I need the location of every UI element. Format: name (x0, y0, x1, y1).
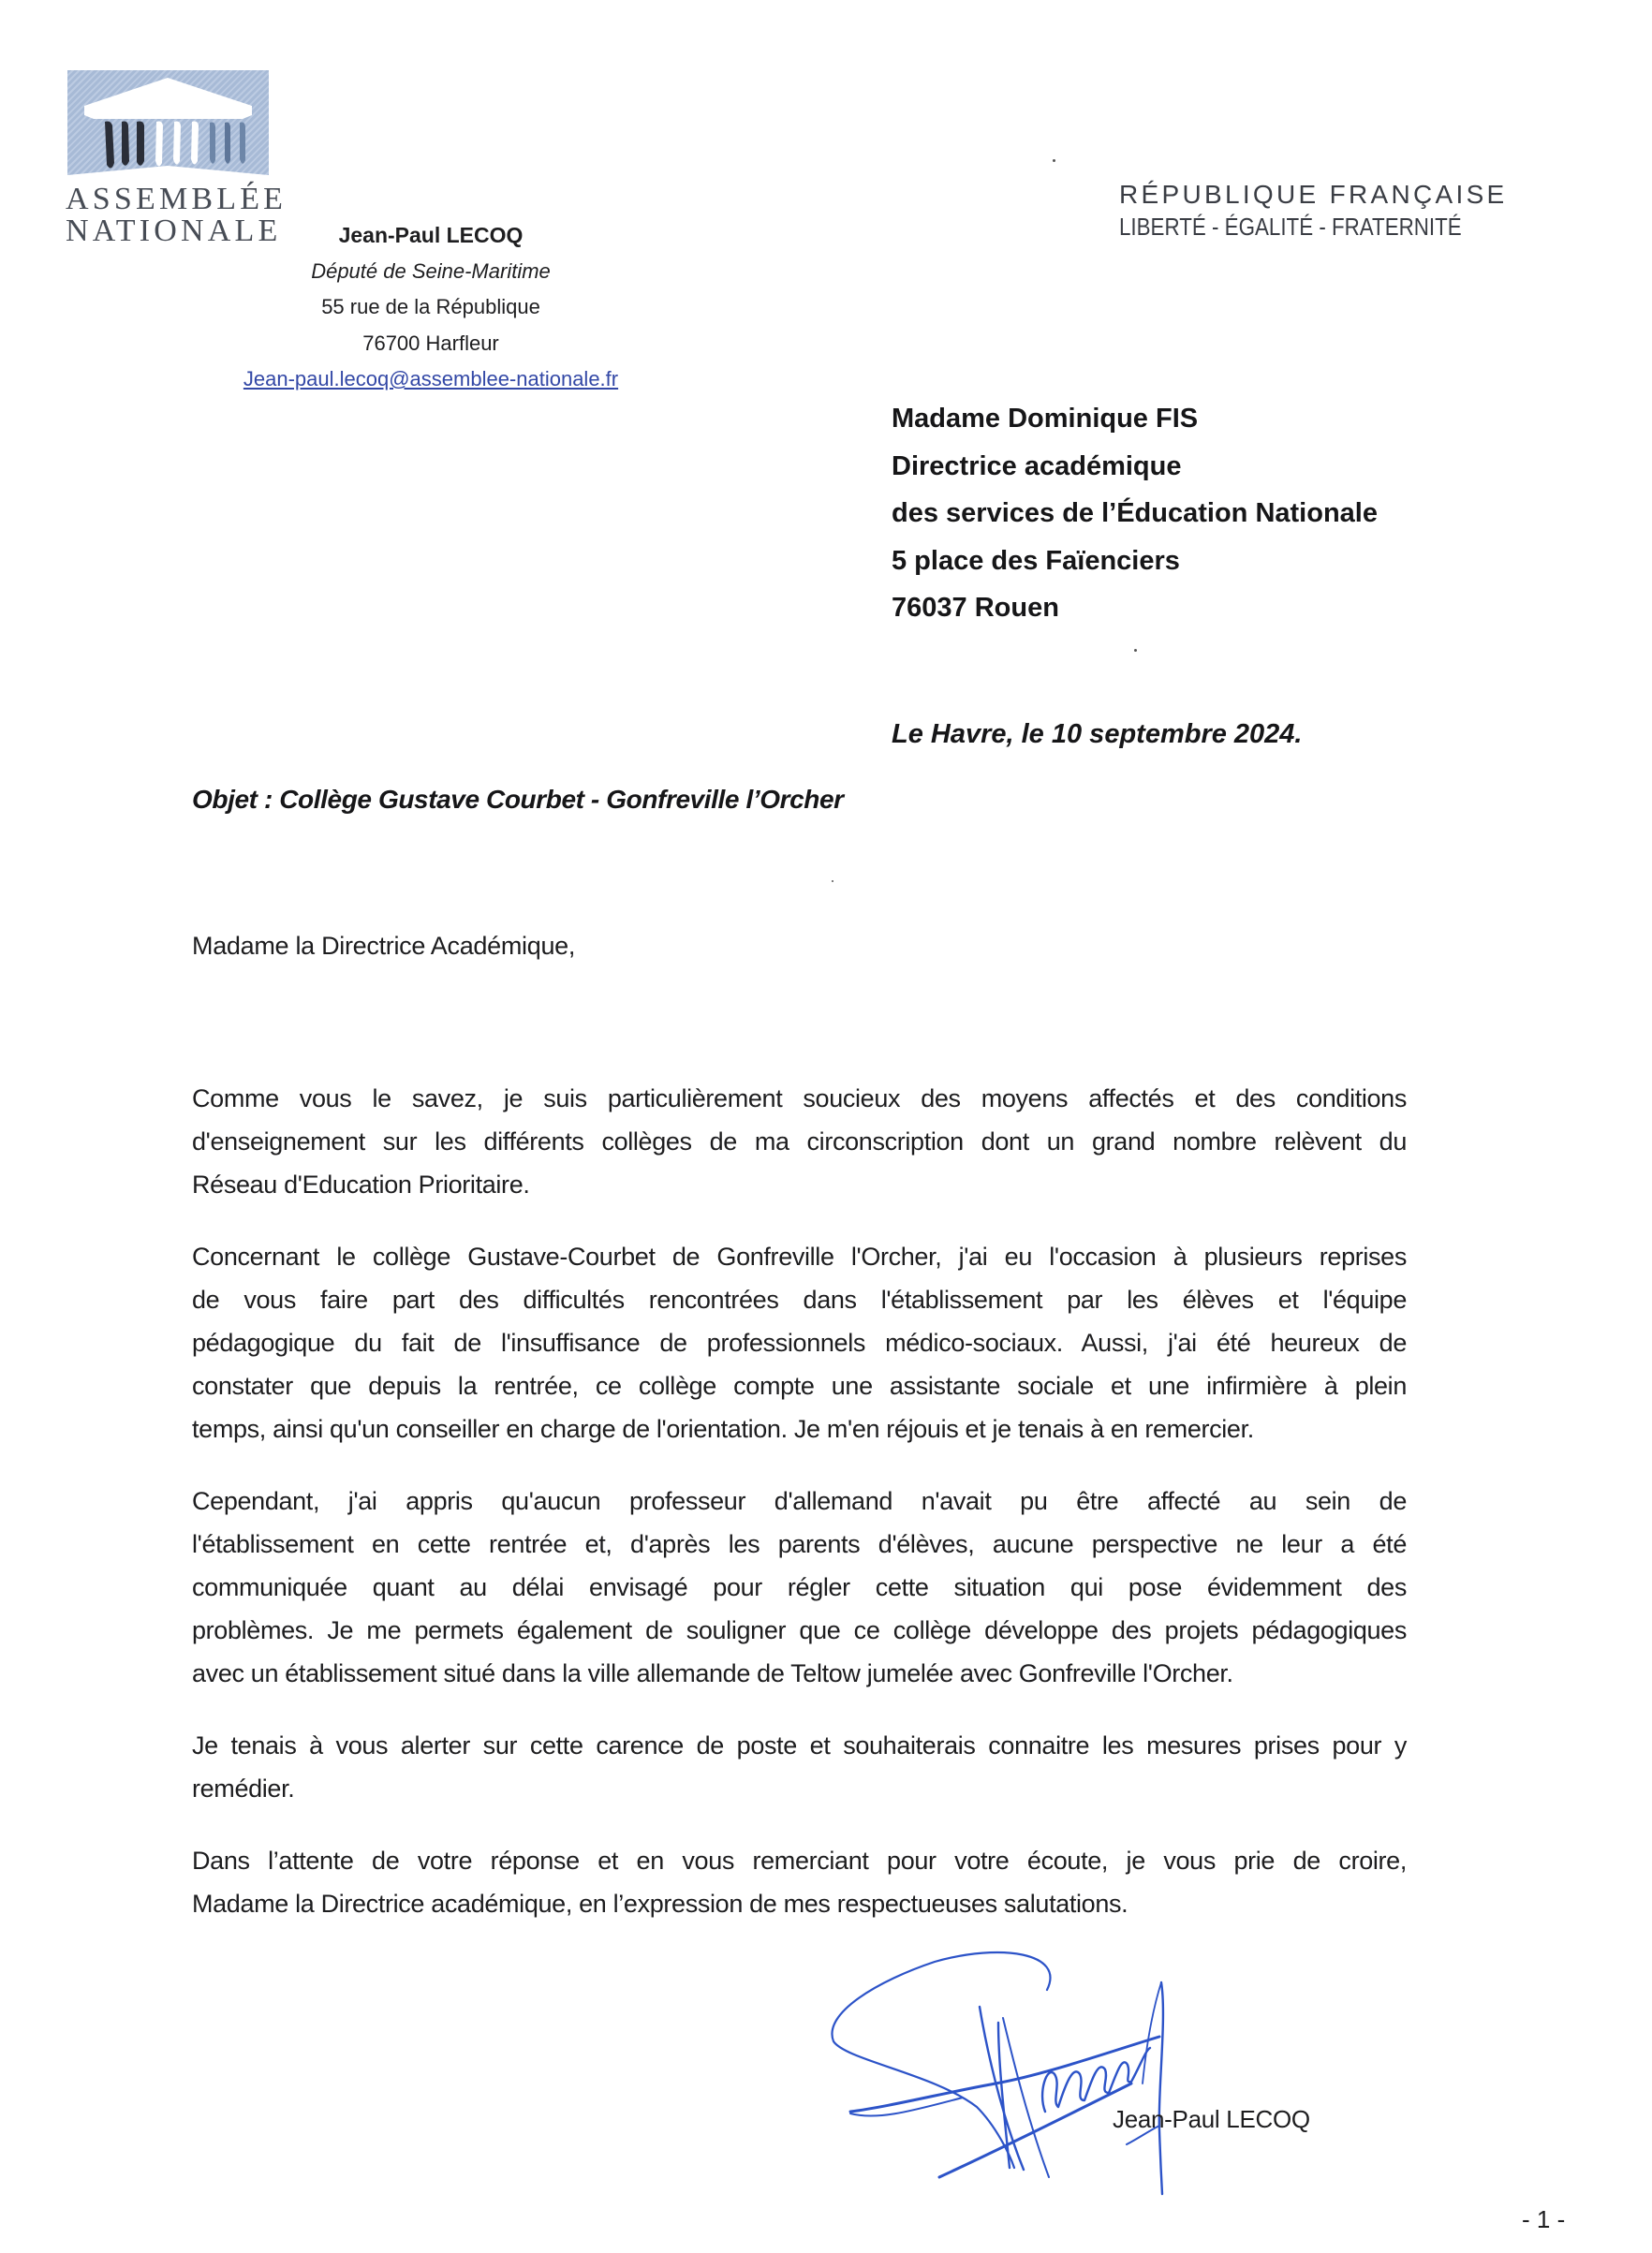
body-paragraph-3 (192, 1480, 1407, 1695)
body-line: Concernant le collège Gustave-Courbet de Gonfreville l'Orcher, j'ai eu l'occasion à plusieurs reprises (192, 1243, 1407, 1271)
body-line: avec un établissement situé dans la ville allemande de Teltow jumelée avec Gonfreville l'Orcher. (192, 1659, 1233, 1687)
sender-email-link[interactable]: Jean-paul.lecoq@assemblee-nationale.fr (243, 367, 619, 390)
recipient-line: 5 place des Faïenciers (892, 545, 1180, 576)
body-line: temps, ainsi qu'un conseiller en charge de l'orientation. Je m'en réjouis et je tenais à en remercier. (192, 1415, 1254, 1443)
body-paragraph-2 (192, 1235, 1407, 1450)
letter-salutation: Madame la Directrice Académique, (192, 932, 576, 960)
recipient-line: 76037 Rouen (892, 593, 1059, 623)
republique-francaise-header (1119, 178, 1531, 242)
body-line: Je tenais à vous alerter sur cette carence de poste et souhaiterais connaitre les mesures prises pour y (192, 1731, 1407, 1760)
sender-name: Jean-Paul LECOQ (338, 223, 524, 247)
body-paragraph-5 (192, 1839, 1407, 1925)
page-number: - 1 - (1522, 2205, 1566, 2233)
scan-speck (1053, 159, 1055, 162)
recipient-line: Madame Dominique FIS (892, 404, 1199, 434)
sender-address-line-2: 76700 Harfleur (362, 331, 499, 355)
body-line: Dans l’attente de votre réponse et en vous remerciant pour votre écoute, je vous prie de croire, (192, 1847, 1407, 1875)
sender-address-line-1: 55 rue de la République (321, 295, 540, 318)
body-line: Madame la Directrice académique, en l’expression de mes respectueuses salutations. (192, 1890, 1128, 1918)
colonnade-icon (67, 70, 269, 181)
body-line: pédagogique du fait de l'insuffisance de professionnels médico-sociaux. Aussi, j'ai été heureux de (192, 1329, 1407, 1357)
republic-title: RÉPUBLIQUE FRANÇAISE (1119, 180, 1508, 209)
logo-line-2: NATIONALE (66, 214, 282, 248)
body-line: de vous faire part des difficultés rencontrées dans l'établissement par les élèves et l'équipe (192, 1286, 1407, 1314)
signatory-name: Jean-Paul LECOQ (1113, 2105, 1310, 2133)
body-line: constater que depuis la rentrée, ce collège compte une assistante sociale et une infirmière à plein (192, 1372, 1407, 1400)
handwritten-signature-icon (813, 1943, 1187, 2196)
signature (813, 1943, 1187, 2196)
letter-body (192, 1077, 1407, 1954)
sender-title: Député de Seine-Maritime (311, 258, 551, 283)
body-line: communiquée quant au délai envisagé pour régler cette situation qui pose évidemment des (192, 1573, 1407, 1601)
letter-date: Le Havre, le 10 septembre 2024. (892, 719, 1303, 749)
body-line: Cependant, j'ai appris qu'aucun professeur d'allemand n'avait pu être affecté au sein de (192, 1487, 1407, 1515)
body-line: problèmes. Je me permets également de souligner que ce collège développe des projets pédagogiques (192, 1616, 1407, 1644)
scan-speck (1134, 649, 1137, 652)
body-paragraph-1 (192, 1077, 1407, 1206)
recipient-line: Directrice académique (892, 450, 1182, 481)
body-line: d'enseignement sur les différents collèges de ma circonscription dont un grand nombre relèvent du (192, 1127, 1407, 1156)
body-line: l'établissement en cette rentrée et, d'après les parents d'élèves, aucune perspective ne leur a été (192, 1530, 1407, 1558)
republic-motto: LIBERTÉ - ÉGALITÉ - FRATERNITÉ (1119, 213, 1462, 241)
body-line: remédier. (192, 1774, 295, 1803)
body-paragraph-4 (192, 1724, 1407, 1810)
recipient-line: des services de l’Éducation Nationale (892, 498, 1378, 528)
letter-subject: Objet : Collège Gustave Courbet - Gonfreville l’Orcher (192, 785, 844, 814)
body-line: Comme vous le savez, je suis particulièrement soucieux des moyens affectés et des conditions (192, 1084, 1407, 1112)
body-line: Réseau d'Education Prioritaire. (192, 1171, 530, 1199)
recipient-address-block (892, 395, 1378, 632)
sender-block (206, 217, 656, 398)
scan-speck (832, 880, 833, 882)
logo-line-1: ASSEMBLÉE (66, 182, 288, 216)
assemblee-nationale-logo (67, 70, 269, 181)
